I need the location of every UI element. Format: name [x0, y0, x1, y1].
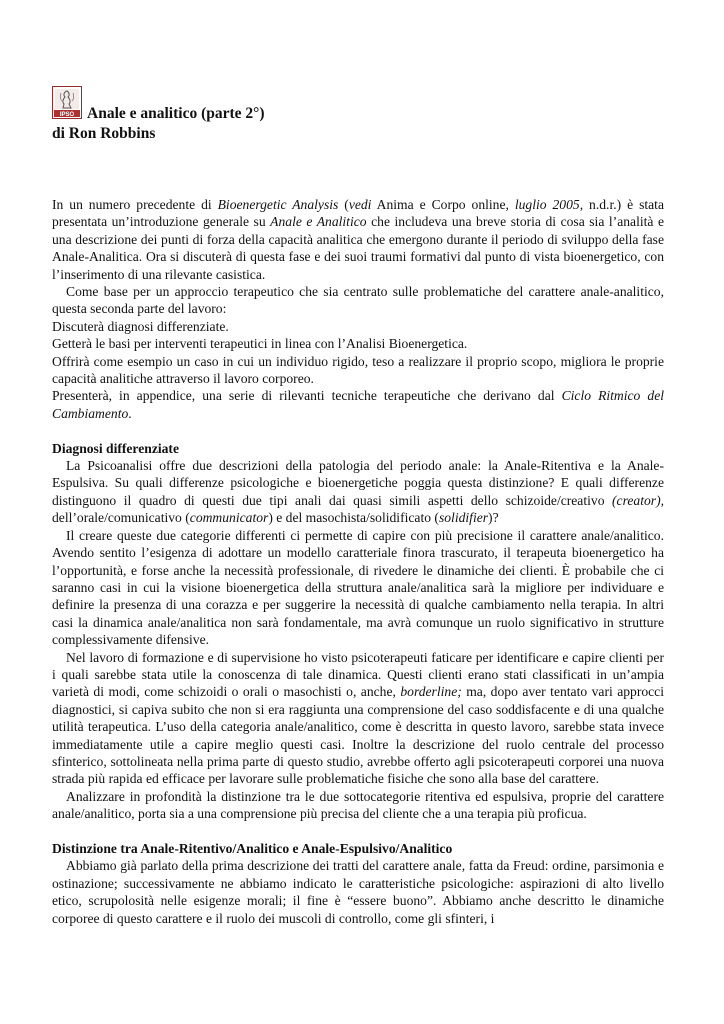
ipso-logo: [52, 86, 82, 119]
plan-paragraph: Come base per un approccio terapeutico che sia centrato sulle problematiche del carattere anale-analitico, questa seconda parte del lavoro:: [52, 284, 664, 317]
section-heading: Distinzione tra Anale-Ritentivo/Analitico e Anale-Espulsivo/Analitico: [52, 841, 453, 856]
article-body: [52, 196, 664, 927]
plan-item: Offrirà come esempio un caso in cui un individuo rigido, teso a realizzare il proprio scopo, migliora le proprie capacità analitiche attraverso il lavoro corporeo.: [52, 353, 664, 387]
intro-paragraph: In un numero precedente di Bioenergetic Analysis (vedi Anima e Corpo online, luglio 2005, n.d.r.) è stata presentata un’introduzione generale su Anale e Analitico che includeva una breve storia di cosa sia l’analità e una descrizione dei punti di forza della capacità analitica che emergono durante il periodo di sviluppo della fase Anale-Analitica. Ora si discuterà di questa fase e dei suoi traumi formativi dal punto di vista bioenergetico, con l’inserimento di una rilevante casistica.: [52, 197, 664, 282]
article-title: Anale e analitico (parte 2°): [87, 105, 265, 122]
section-heading: Diagnosi differenziate: [52, 440, 179, 456]
article-author: di Ron Robbins: [52, 125, 156, 142]
body-paragraph: Analizzare in profondità la distinzione tra le due sottocategorie ritentiva ed espulsiva, proprie del carattere anale/analitico, porta sia a una comprensione più precisa del cliente che a una terapia più proficua.: [52, 788, 664, 822]
body-paragraph: Il creare queste due categorie differenti ci permette di capire con più precisione il carattere anale/analitico. Avendo sentito l’esigenza di adottare un modello caratteriale finora trascurato, il terapeuta bioenergetico ha l’opportunità, e forse anche la necessità professionale, di rivedere le dinamiche dei clienti. È probabile che ci saranno casi in cui la visione bioenergetica della struttura anale/analitica sarà la migliore per individuare e definire la presenza di una corazza e per suggerire la necessità di qualche cambiamento nella terapia. In altri casi la dinamica anale/analitica non sarà fondamentale, ma avrà comunque un ruolo significativo in strutture complessivamente difensive.: [52, 527, 664, 648]
plan-item: Getterà le basi per interventi terapeutici in linea con l’Analisi Bioenergetica.: [52, 336, 468, 352]
svg-text:IPSO: IPSO: [59, 112, 75, 118]
plan-item: Presenterà, in appendice, una serie di rilevanti tecniche terapeutiche che derivano dal Ciclo Ritmico del Cambiamento.: [52, 388, 665, 421]
body-paragraph: La Psicoanalisi offre due descrizioni della patologia del periodo anale: la Anale-Ritentiva e la Anale-Espulsiva. Su quali differenze psicologiche e bioenergetiche poggia questa distinzione? E quali differenze distinguono il quadro di questi due tipi anali dai quasi simili aspetti dello schizoide/creativo (creator), dell’orale/comunicativo (communicator) e del masochista/solidificato (solidifier)?: [52, 458, 664, 526]
body-paragraph: Nel lavoro di formazione e di supervisione ho visto psicoterapeuti faticare per identificare e capire clienti per i quali sarebbe stata utile la conoscenza di tale dinamica. Questi clienti erano stati classificati in un’ampia varietà di modi, come schizoidi o orali o masochisti o, anche, borderline; ma, dopo aver tentato vari approcci diagnostici, si capiva subito che non si era raggiunta una comprensione del caso soddisfacente e di una qualche utilità terapeutica. L’uso della categoria anale/analitico, come è descritta in questo lavoro, sarebbe stata invece immediatamente utile a capire meglio questi casi. Inoltre la descrizione del ruolo centrale del processo sfinterico, sottolineata nella prima parte di questo studio, avrebbe offerto agli psicoterapeuti corporei una nuova strada più rapida ed efficace per lavorare sulle problematiche fisiche che sono alla base del carattere.: [52, 649, 664, 787]
ipso-logo-icon: [53, 87, 81, 118]
plan-item: Discuterà diagnosi differenziate.: [52, 318, 229, 334]
body-paragraph: Abbiamo già parlato della prima descrizione dei tratti del carattere anale, fatta da Freud: ordine, parsimonia e ostinazione; successivamente ne abbiamo indicato le caratteristiche psicologiche: aspirazioni di alto livello etico, scrupolosità nelle esigenze morali; il fine è “essere buono”. Abbiamo anche descritto le dinamiche corporee di questo carattere e il ruolo dei muscoli di controllo, come gli sfinteri, i: [52, 858, 664, 926]
